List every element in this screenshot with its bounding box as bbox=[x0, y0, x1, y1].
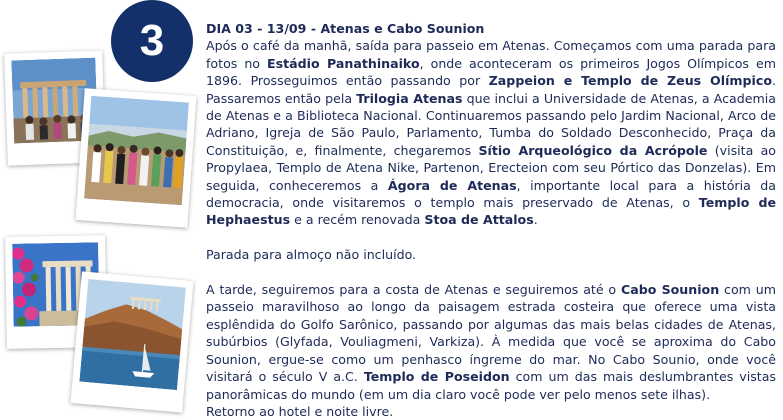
paragraph-lunch: Parada para almoço não incluído. bbox=[206, 247, 417, 263]
p3-text-1: A tarde, seguiremos para a costa de Atenas e seguiremos até o bbox=[206, 282, 621, 298]
photo-cape-sounion-image bbox=[79, 279, 186, 390]
photo-cape-sounion bbox=[70, 271, 193, 412]
paragraph-return: Retorno ao hotel e noite livre. bbox=[206, 403, 394, 419]
p1-text-1: Após o café da manhã, saída para passeio em Atenas. Começamos com uma parada para fotos no bbox=[206, 38, 776, 71]
p1-text-5: (visita ao Propylaea, Templo de Atena Nike, Partenon, Erecteion com seu Pórtico das Donzelas). Em seguida, conheceremos a bbox=[206, 142, 776, 193]
p3-text-2: com um passeio maravilhoso ao longo da paisagem estrada costeira que oferece uma vista esplêndida do Golfo Sarônico, passando por algumas das mais belas cidades de Atenas, subúrbios (Glyfada, Vouliagmeni, Varkiza). À medida que você se aproxima do Cabo Sounion, erguе-se como um penhasco íngreme do mar. No Cabo Sounio, onde você visitará o século V a.C. bbox=[206, 282, 776, 385]
p1-bold-6: Templo de Hephaestus bbox=[206, 195, 776, 228]
p1-bold-2: Zappeion e Templo de Zeus Olímpico bbox=[488, 73, 772, 89]
day-number: 3 bbox=[139, 16, 165, 65]
p1-bold-1: Estádio Panathinaiko bbox=[267, 55, 420, 71]
p1-text-7: e a recém renovada bbox=[290, 212, 425, 228]
p3-text-3: com um das mais deslumbrantes vistas panorâmicas do mundo (em um dia claro você pode ver pelo menos sete ilhas). bbox=[206, 369, 776, 402]
itinerary-text bbox=[206, 20, 776, 420]
p1-text-8: . bbox=[533, 212, 538, 228]
p1-bold-5: Ágora de Atenas bbox=[387, 177, 517, 193]
paragraph-cape-sounion bbox=[206, 281, 776, 403]
p1-text-4: que inclui a Universidade de Atenas, a Academia de Atenas e a Biblioteca Nacional. Continuaremos passando pelo Jardim Nacional, Arco de Adriano, Igreja de São Paulo, Parlamento, Tumba do Soldado Desconhecido, Praça da Constituição, e, finalmente, chegaremos bbox=[206, 90, 777, 158]
p1-bold-4: Sítio Arqueológico da Acrópole bbox=[478, 142, 708, 158]
p3-bold-1: Cabo Sounion bbox=[620, 282, 720, 298]
day-heading: DIA 03 - 13/09 - Atenas e Cabo Sounion bbox=[206, 21, 485, 36]
p1-text-6: , importante local para a história da democracia, onde visitaremos o templo mais preservado de Atenas, o bbox=[206, 177, 776, 211]
photo-group-acropolis-image bbox=[84, 96, 189, 206]
p1-bold-7: Stoa de Attalos bbox=[424, 212, 534, 228]
photo-group-acropolis bbox=[76, 88, 197, 227]
p1-text-2: , onde aconteceram os primeiros Jogos Olímpicos em 1896. Prosseguimos então passando por bbox=[206, 55, 776, 89]
p1-text-3: . Passaremos então pela bbox=[206, 73, 776, 106]
day-number-badge bbox=[111, 0, 193, 82]
spacer bbox=[206, 229, 776, 246]
spacer bbox=[206, 264, 776, 281]
p1-bold-3: Trilogia Atenas bbox=[356, 90, 463, 106]
p3-bold-2: Templo de Poseidon bbox=[363, 369, 510, 385]
paragraph-athens-tour bbox=[206, 37, 776, 228]
